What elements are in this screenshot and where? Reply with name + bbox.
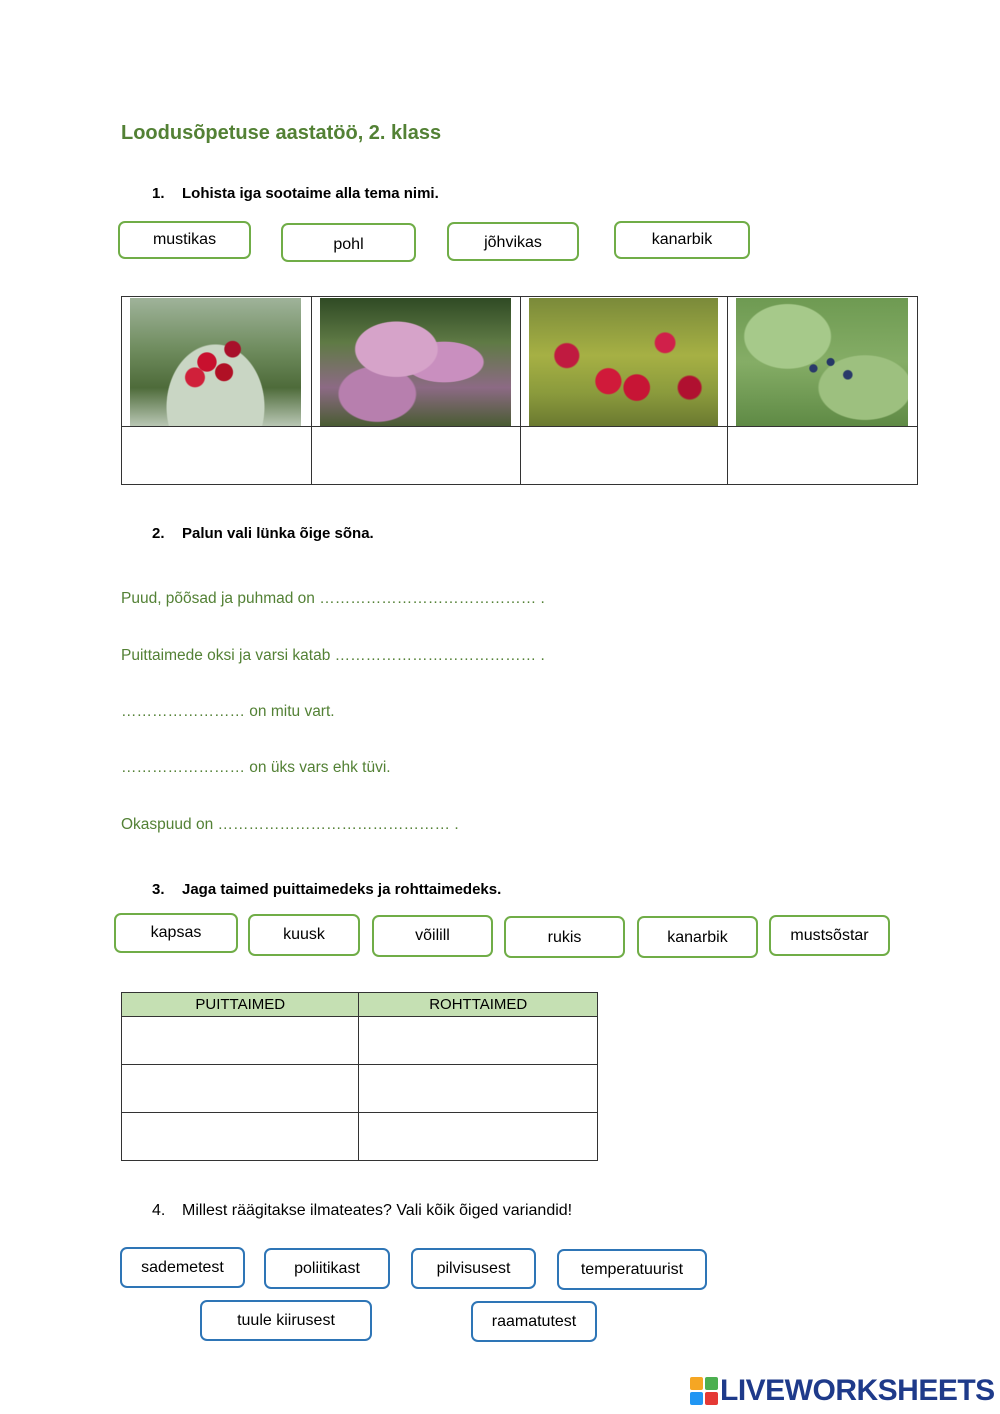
drop-zone[interactable]	[122, 427, 312, 485]
cranberry-photo-icon	[529, 298, 718, 426]
drop-zone[interactable]	[122, 1017, 359, 1065]
drop-zone[interactable]	[728, 427, 918, 485]
photo-cell	[122, 297, 312, 427]
fill-sentence-2[interactable]: Puittaimede oksi ja varsi katab ………………………………… .	[121, 647, 545, 664]
drag-chip-kanarbik[interactable]: kanarbik	[637, 916, 758, 958]
drop-zone[interactable]	[359, 1113, 598, 1161]
liveworksheets-logo	[690, 1374, 995, 1408]
fill-sentence-5[interactable]: Okaspuud on ……………………………………… .	[121, 816, 459, 833]
drop-zone[interactable]	[359, 1017, 598, 1065]
question-text: Palun vali lünka õige sõna.	[182, 525, 374, 542]
question-number: 2.	[152, 525, 165, 542]
question-text: Jaga taimed puittaimedeks ja rohttaimedeks.	[182, 881, 502, 898]
column-header-rohttaimed: ROHTTAIMED	[359, 993, 598, 1017]
question-text: Millest räägitakse ilmateates? Vali kõik õiged variandid!	[182, 1202, 573, 1219]
question-number: 3.	[152, 881, 165, 898]
option-poliitikast[interactable]: poliitikast	[264, 1248, 390, 1289]
drag-chip-mustsostar[interactable]: mustsõstar	[769, 915, 890, 956]
drop-zone[interactable]	[122, 1113, 359, 1161]
question-number: 1.	[152, 185, 165, 202]
lingonberry-photo-icon	[130, 298, 301, 426]
question-text: Lohista iga sootaime alla tema nimi.	[182, 185, 439, 202]
blueberry-photo-icon	[736, 298, 908, 426]
question-3	[152, 881, 501, 898]
question-4	[152, 1202, 572, 1220]
page-title: Loodusõpetuse aastatöö, 2. klass	[121, 122, 442, 144]
photo-table	[121, 296, 918, 485]
photo-cell	[521, 297, 728, 427]
option-sademetest[interactable]: sademetest	[120, 1247, 245, 1288]
drag-chip-mustikas[interactable]: mustikas	[118, 221, 251, 259]
drop-zone[interactable]	[122, 1065, 359, 1113]
drag-chip-voilill[interactable]: võilill	[372, 915, 493, 957]
fill-sentence-1[interactable]: Puud, põõsad ja puhmad on …………………………………… .	[121, 590, 545, 607]
photo-cell	[312, 297, 521, 427]
option-temperatuurist[interactable]: temperatuurist	[557, 1249, 707, 1290]
drag-chip-rukis[interactable]: rukis	[504, 916, 625, 958]
option-tuule-kiirusest[interactable]: tuule kiirusest	[200, 1300, 372, 1341]
drag-chip-kapsas[interactable]: kapsas	[114, 913, 238, 953]
question-2	[152, 525, 374, 542]
liveworksheets-logo-icon	[690, 1377, 718, 1405]
drag-chip-kuusk[interactable]: kuusk	[248, 914, 360, 956]
heather-photo-icon	[320, 298, 511, 426]
fill-sentence-4[interactable]: …………………… on üks vars ehk tüvi.	[121, 759, 391, 776]
logo-text: LIVEWORKSHEETS	[720, 1374, 995, 1407]
drag-chip-kanarbik[interactable]: kanarbik	[614, 221, 750, 259]
photo-cell	[728, 297, 918, 427]
question-1	[152, 185, 439, 202]
drop-zone[interactable]	[359, 1065, 598, 1113]
drop-zone[interactable]	[521, 427, 728, 485]
drag-chip-pohl[interactable]: pohl	[281, 223, 416, 262]
drag-chip-johvikas[interactable]: jõhvikas	[447, 222, 579, 261]
column-header-puittaimed: PUITTAIMED	[122, 993, 359, 1017]
option-raamatutest[interactable]: raamatutest	[471, 1301, 597, 1342]
category-table	[121, 992, 598, 1161]
drop-zone[interactable]	[312, 427, 521, 485]
question-number: 4.	[152, 1202, 166, 1219]
fill-sentence-3[interactable]: …………………… on mitu vart.	[121, 703, 335, 720]
option-pilvisusest[interactable]: pilvisusest	[411, 1248, 536, 1289]
